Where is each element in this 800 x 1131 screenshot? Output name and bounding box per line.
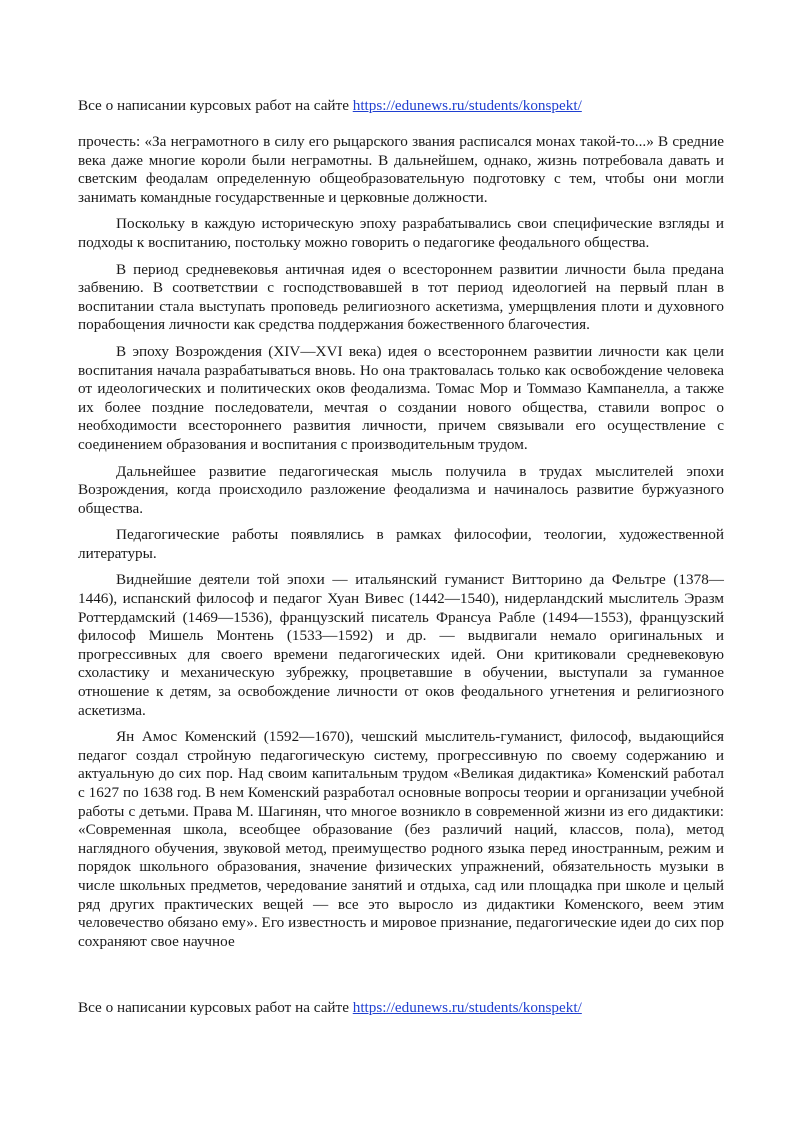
footer-link[interactable]: https://edunews.ru/students/konspekt/	[352, 999, 582, 1016]
page-footer	[78, 998, 738, 1018]
paragraph: Дальнейшее развитие педагогическая мысль получила в трудах мыслителей эпохи Возрождения, когда происходило разложение феодализма и начиналось развитие буржуазного общества.	[78, 462, 724, 517]
paragraph: В эпоху Возрождения (XIV—XVI века) идея о всестороннем развитии личности как цели воспитания начала разрабатываться вновь. Но она трактовалась только как освобождение человека от идеологических и политических оков феодализма. Томас Мор и Томмазо Кампанелла, а также их более поздние последователи, мечтая о создании нового общества, ставили вопрос о необходимости всестороннего развития личности, причем связывали его осуществление с соединением образования и воспитания с производительным трудом.	[78, 342, 724, 453]
paragraph: В период средневековья античная идея о всестороннем развитии личности была предана забвению. В соответствии с господствовавшей в тот период идеологией на первый план в воспитании стала выступать проповедь религиозного аскетизма, умерщвления плоти и духовного порабощения личности как средства поддержания божественного благочестия.	[78, 260, 724, 334]
header-link[interactable]: https://edunews.ru/students/konspekt/	[352, 97, 582, 114]
footer-text: Все о написании курсовых работ на сайте	[78, 999, 353, 1016]
page-header	[78, 96, 738, 116]
paragraph-continuation: прочесть: «За неграмотного в силу его рыцарского звания расписался монах такой-то...» В средние века даже многие короли были неграмотны. В дальнейшем, однако, жизнь потребовала давать и светским феодалам определенную общеобразовательную подготовку с тем, чтобы они могли занимать командные государственные и церковные должности.	[78, 133, 724, 206]
paragraph: Виднейшие деятели той эпохи — итальянский гуманист Витторино да Фельтре (1378—1446), испанский философ и педагог Хуан Вивес (1442—1540), нидерландский мыслитель Эразм Роттердамский (1469—1536), французский писатель Франсуа Рабле (1494—1553), французский философ Мишель Монтень (1533—1592) и др. — выдвигали немало оригинальных и прогрессивных для своего времени педагогических идей. Они критиковали средневековую схоластику и механическую зубрежку, процветавшие в обучении, выступали за гуманное отношение к детям, за освобождение личности от оков феодального угнетения и религиозного аскетизма.	[78, 571, 724, 719]
paragraph: Педагогические работы появлялись в рамках философии, теологии, художественной литературы.	[78, 526, 724, 562]
header-text: Все о написании курсовых работ на сайте	[78, 97, 353, 114]
paragraph: Ян Амос Коменский (1592—1670), чешский мыслитель-гуманист, философ, выдающийся педагог создал стройную педагогическую систему, прогрессивную по своему содержанию и актуальную до сих пор. Над своим капитальным трудом «Великая дидактика» Коменский работал с 1627 по 1638 год. В нем Коменский разработал основные вопросы теории и организации учебной работы с детьми. Права М. Шагинян, что многое возникло в современной жизни из его дидактики: «Современная школа, всеобщее образование (без различий наций, классов, пола), метод наглядного обучения, звуковой метод, преимущество родного языка перед иностранным, режим и порядок школьного образования, значение физических упражнений, обязательность музыки в числе школьных предметов, чередование занятий и отдыха, сад или площадка при школе и целый ряд других практических вещей — все это выросло из дидактики Коменского, веем этим человечество обязано ему». Его известность и мировое признание, педагогические идеи до сих пор сохраняют свое научное	[78, 728, 724, 950]
document-body	[78, 133, 724, 959]
paragraph: Поскольку в каждую историческую эпоху разрабатывались свои специфические взгляды и подходы к воспитанию, постольку можно говорить о педагогике феодального общества.	[78, 215, 724, 251]
